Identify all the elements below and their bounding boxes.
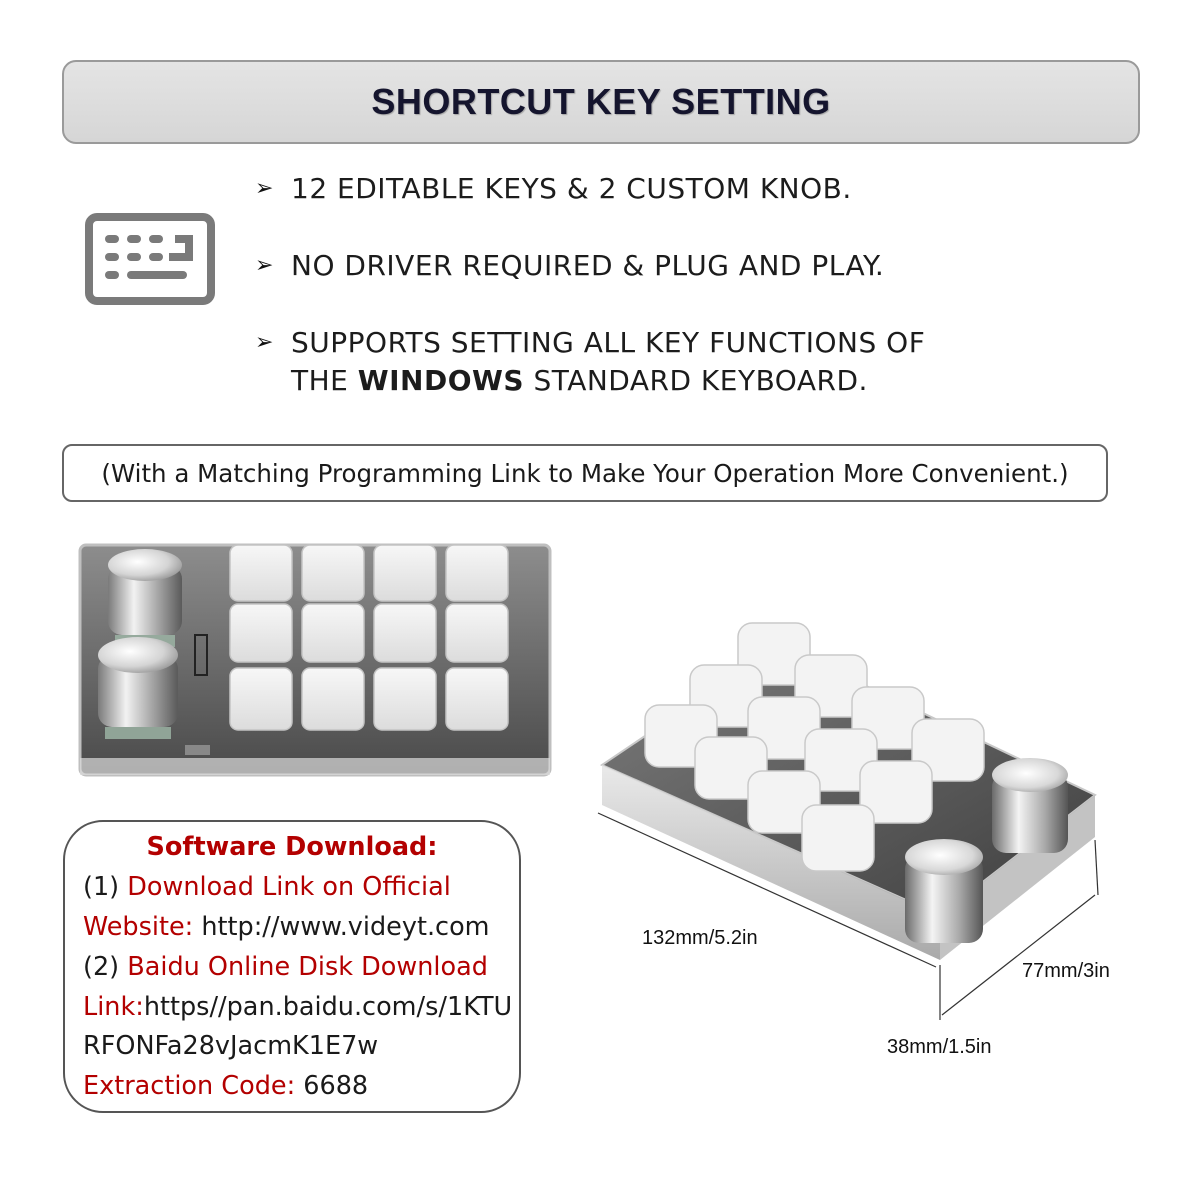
- knob-right: [992, 758, 1068, 853]
- feature-text-line1: SUPPORTS SETTING ALL KEY FUNCTIONS OF: [291, 326, 926, 359]
- arrow-bullet-icon: ➢: [255, 176, 274, 201]
- page-title: SHORTCUT KEY SETTING: [371, 81, 831, 122]
- knob-top: [108, 549, 182, 647]
- download-line-3-red: Baidu Online Disk Download: [127, 952, 488, 982]
- software-download-box: [63, 820, 521, 1113]
- feature-text: 12 EDITABLE KEYS & 2 CUSTOM KNOB.: [291, 172, 852, 205]
- download-line-3-prefix: (2): [83, 952, 128, 982]
- download-line-1: [83, 872, 451, 902]
- baidu-link-cont[interactable]: RFONFa28vJacmK1E7w: [83, 1031, 379, 1061]
- download-line-3: [83, 952, 488, 982]
- download-line-1-red: Download Link on Official: [127, 872, 451, 902]
- feature-item-windows: [255, 324, 925, 400]
- feature-item-driver: [255, 247, 884, 285]
- baidu-link[interactable]: https//pan.baidu.com/s/1KTU: [143, 992, 513, 1022]
- note-text: (With a Matching Programming Link to Make Your Operation More Convenient.): [101, 458, 1069, 488]
- feature-text: NO DRIVER REQUIRED & PLUG AND PLAY.: [291, 249, 885, 282]
- keyboard-icon: [85, 213, 215, 305]
- download-line-6: [83, 1071, 368, 1101]
- download-title: Software Download:: [146, 832, 438, 862]
- feature-item-keys: [255, 170, 852, 208]
- knob-bottom: [98, 637, 178, 739]
- feature-text: [291, 324, 925, 400]
- download-line-2: [83, 912, 490, 942]
- feature-text-windows: WINDOWS: [357, 364, 525, 397]
- dimension-height: 38mm/1.5in: [887, 1036, 992, 1058]
- arrow-bullet-icon: ➢: [255, 253, 274, 278]
- feature-text-line2-pre: THE: [291, 364, 358, 397]
- extraction-code-label: Extraction Code:: [83, 1071, 296, 1101]
- download-line-4-red: Link:: [83, 992, 144, 1022]
- download-line-5: [83, 1031, 378, 1061]
- programming-link-note: [62, 444, 1108, 502]
- download-line-1-prefix: (1): [83, 872, 128, 902]
- arrow-bullet-icon: ➢: [255, 330, 274, 355]
- knob-left: [905, 839, 983, 943]
- dimension-length: 132mm/5.2in: [642, 927, 758, 949]
- feature-text-line2-post: STANDARD KEYBOARD.: [524, 364, 868, 397]
- download-line-2-red: Website:: [83, 912, 194, 942]
- dimension-width: 77mm/3in: [1022, 960, 1110, 982]
- download-line-4: [83, 992, 512, 1022]
- title-banner: [62, 60, 1140, 144]
- extraction-code-value: 6688: [295, 1071, 369, 1101]
- keypad-top-photo: [75, 540, 555, 785]
- official-website-link[interactable]: http://www.videyt.com: [193, 912, 490, 942]
